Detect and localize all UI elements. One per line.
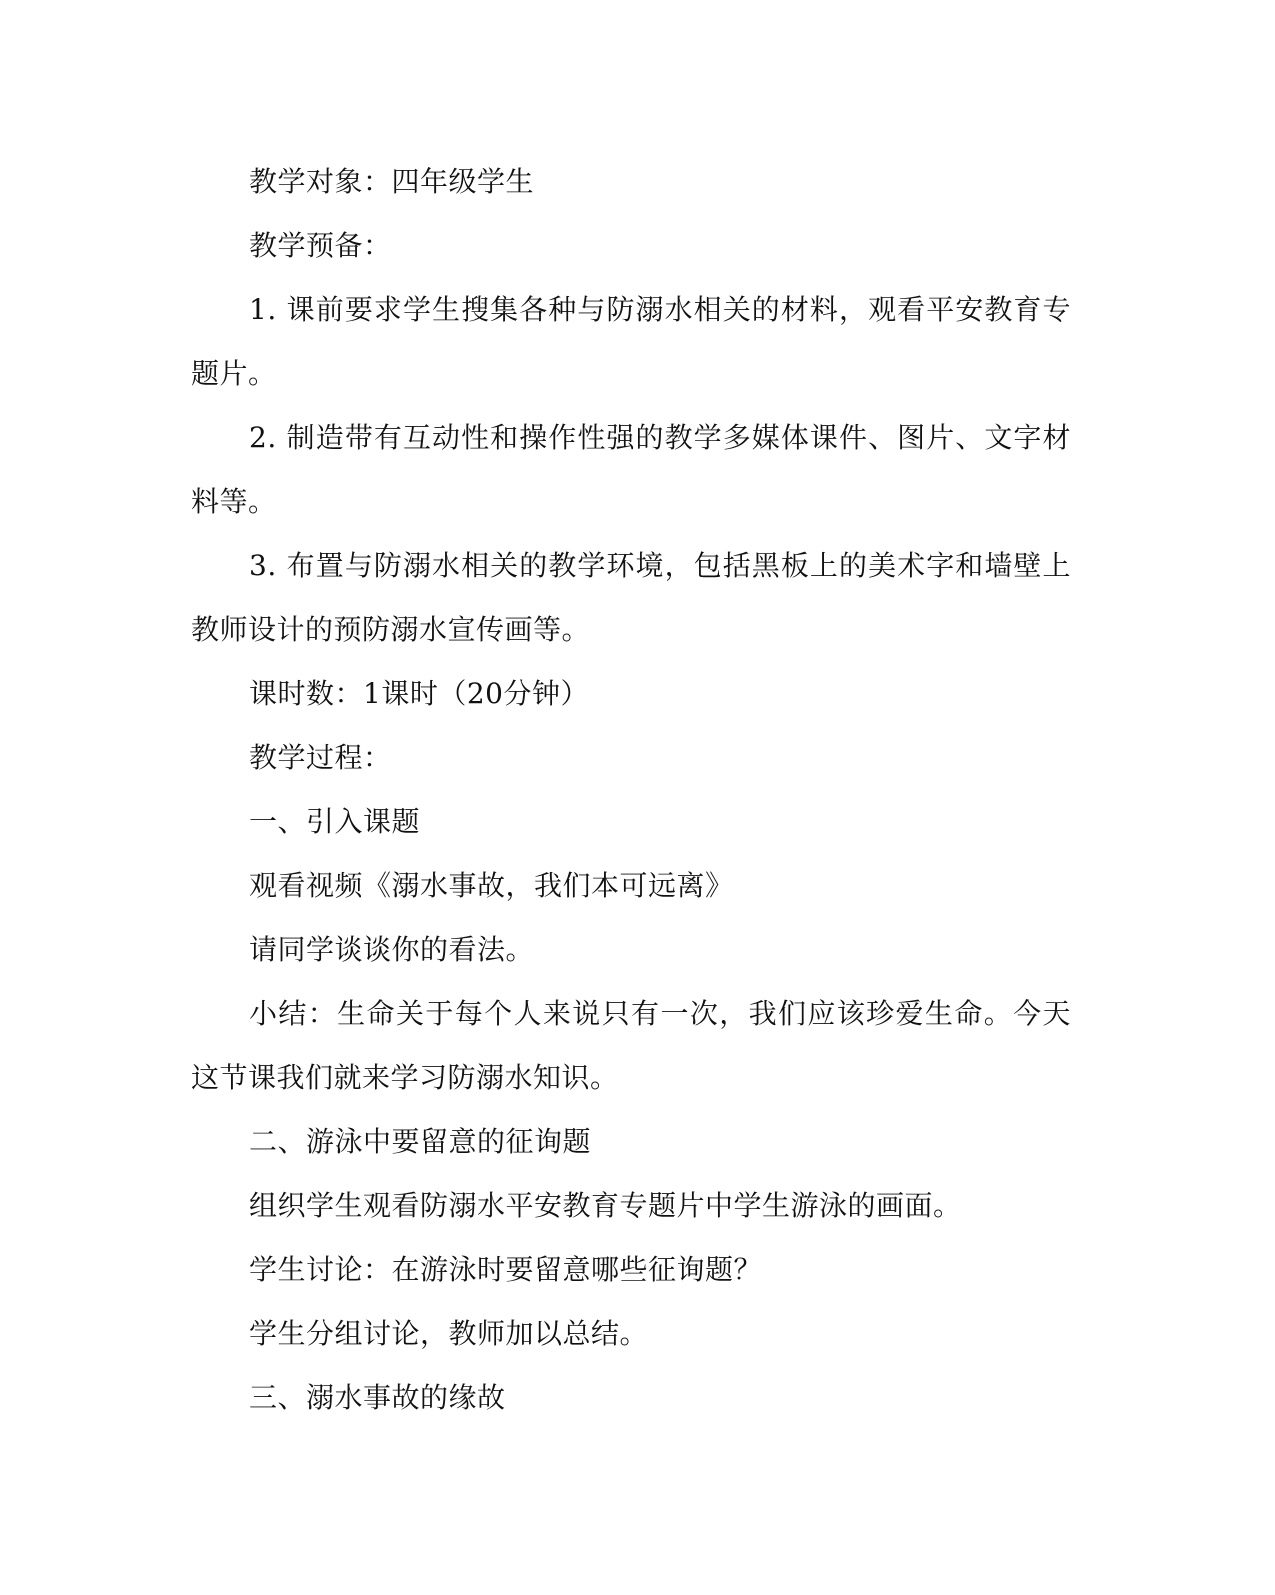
section-heading-2: 二、游泳中要留意的征询题 bbox=[249, 1125, 592, 1158]
paragraph-class-hours: 课时数：1课时（20分钟） bbox=[249, 677, 589, 710]
paragraph-summary: 小结：生命关于每个人来说只有一次，我们应该珍爱生命。今天这节课我们就来学习防溺水知识。 bbox=[191, 997, 1071, 1094]
paragraph-student-discussion: 学生讨论：在游泳时要留意哪些征询题？ bbox=[249, 1253, 763, 1286]
paragraph-discuss-opinion: 请同学谈谈你的看法。 bbox=[249, 933, 535, 966]
paragraph-preparation-item-1: 1. 课前要求学生搜集各种与防溺水相关的材料，观看平安教育专题片。 bbox=[191, 293, 1071, 390]
paragraph-teaching-preparation: 教学预备： bbox=[249, 229, 392, 262]
paragraph-preparation-item-3: 3. 布置与防溺水相关的教学环境，包括黑板上的美术字和墙壁上教师设计的预防溺水宣传画等。 bbox=[191, 549, 1071, 646]
paragraph-watch-video: 观看视频《溺水事故，我们本可远离》 bbox=[249, 869, 734, 902]
paragraph-group-discussion: 学生分组讨论，教师加以总结。 bbox=[249, 1317, 649, 1350]
paragraph-organize-viewing: 组织学生观看防溺水平安教育专题片中学生游泳的画面。 bbox=[249, 1189, 962, 1222]
paragraph-teaching-process: 教学过程： bbox=[249, 741, 392, 774]
paragraph-preparation-item-2: 2. 制造带有互动性和操作性强的教学多媒体课件、图片、文字材料等。 bbox=[191, 421, 1071, 518]
section-heading-1: 一、引入课题 bbox=[249, 805, 421, 838]
paragraph-teaching-target: 教学对象：四年级学生 bbox=[249, 165, 535, 198]
section-heading-3: 三、溺水事故的缘故 bbox=[249, 1381, 506, 1414]
document-body bbox=[191, 150, 1071, 1430]
